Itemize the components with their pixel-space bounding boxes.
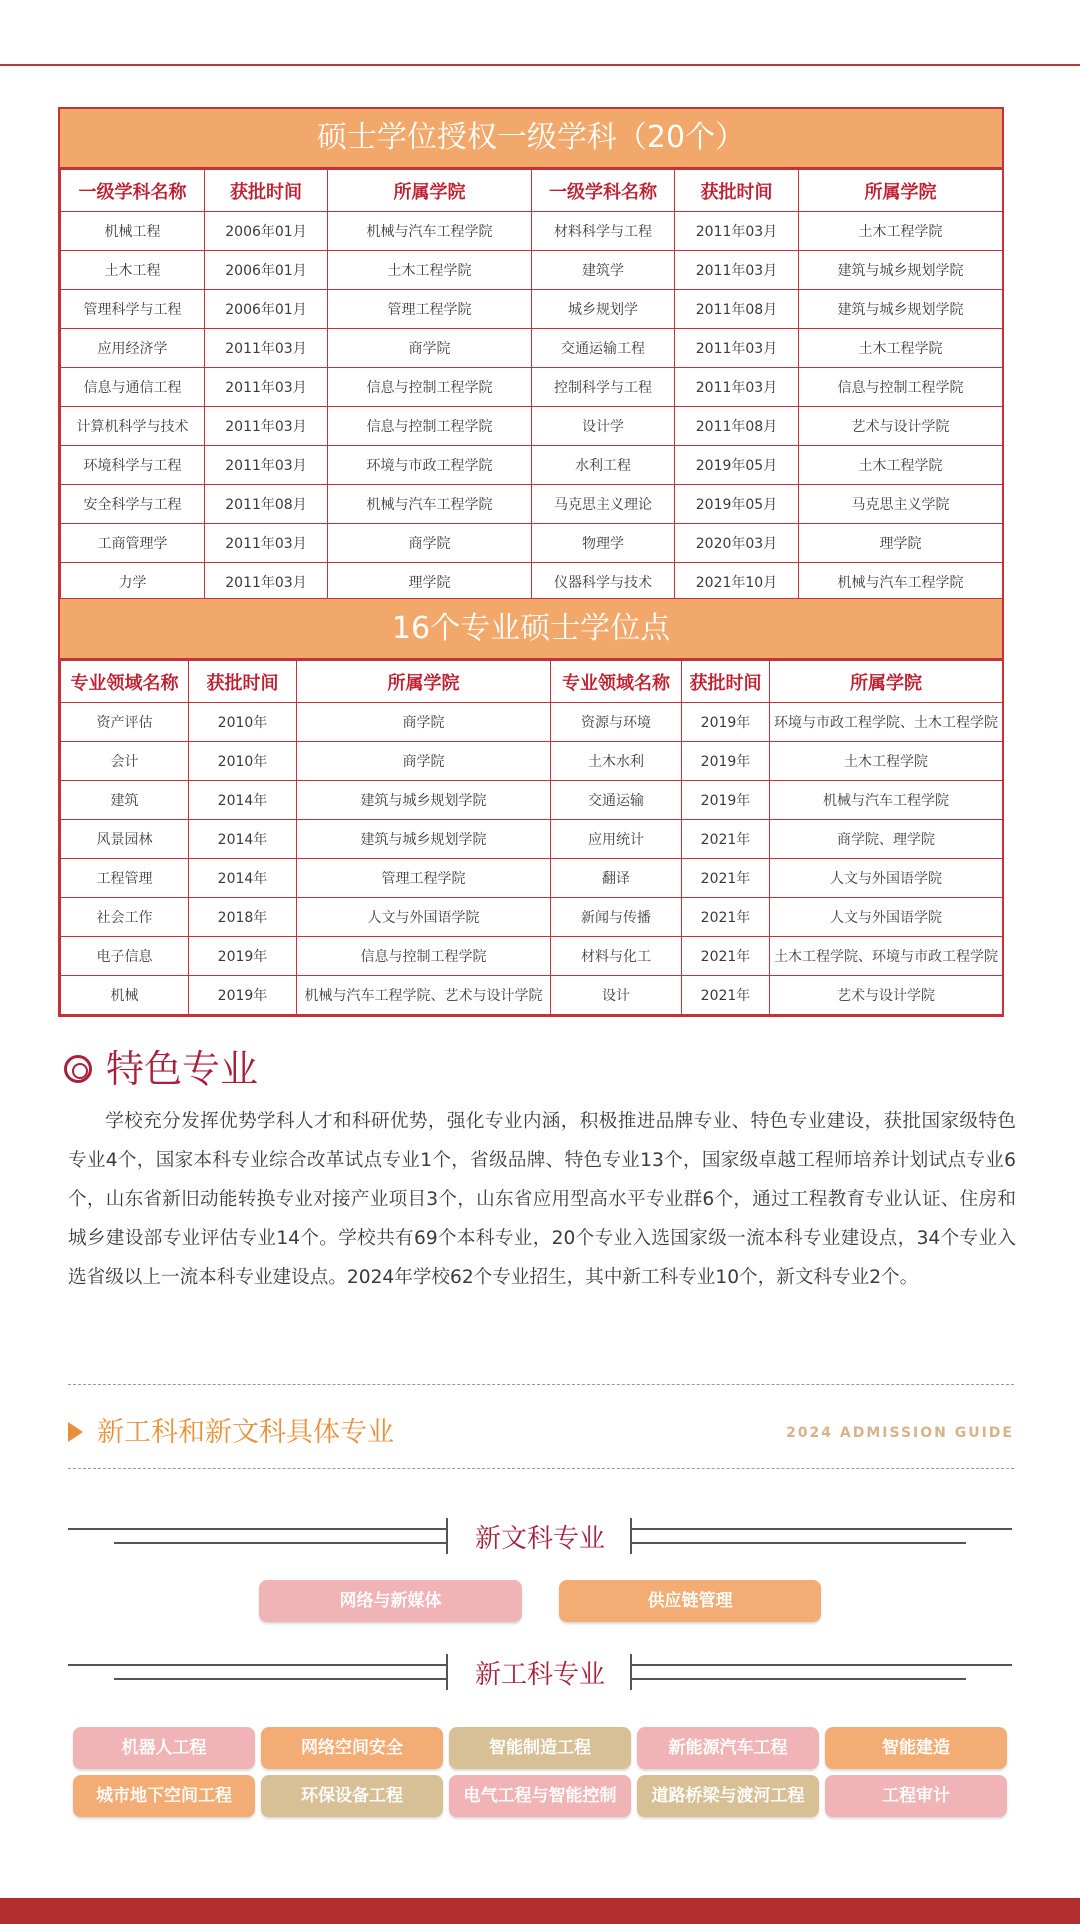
table-cell: 环境科学与工程 [61,446,205,485]
table-cell: 2006年01月 [205,290,328,329]
table-cell: 控制科学与工程 [532,368,675,407]
table-cell: 2011年08月 [205,485,328,524]
table-row [61,781,1003,820]
table-cell: 机械与汽车工程学院 [799,563,1003,602]
table-cell: 2011年08月 [675,407,799,446]
table-cell: 2021年 [682,976,770,1015]
table-cell: 2019年05月 [675,446,799,485]
table-cell: 信息与控制工程学院 [297,937,551,976]
master-discipline-table [58,107,1004,604]
liberal-arts-divider [68,1516,1012,1556]
table-cell: 土木工程学院 [799,446,1003,485]
new-majors-title: 新工科和新文科具体专业 [68,1410,394,1449]
table-cell: 2011年03月 [675,329,799,368]
table-cell: 2018年 [189,898,297,937]
table-row [61,898,1003,937]
table-row [61,212,1003,251]
table-cell: 电子信息 [61,937,189,976]
table-row [61,290,1003,329]
major-tag: 智能制造工程 [449,1727,631,1769]
professional-degree-table [58,598,1004,1017]
table-cell: 应用经济学 [61,329,205,368]
table-cell: 会计 [61,742,189,781]
major-tag: 网络空间安全 [261,1727,443,1769]
table-cell: 材料与化工 [551,937,682,976]
table-row [61,329,1003,368]
table-cell: 力学 [61,563,205,602]
table-cell: 资产评估 [61,703,189,742]
column-header: 专业领域名称 [61,661,189,703]
column-header: 获批时间 [675,170,799,212]
table-cell: 2011年03月 [205,563,328,602]
table-cell: 机械与汽车工程学院 [770,781,1003,820]
table-cell: 土木水利 [551,742,682,781]
table-cell: 土木工程 [61,251,205,290]
table-cell: 2021年 [682,820,770,859]
column-header: 一级学科名称 [61,170,205,212]
dashed-divider [68,1468,1014,1469]
table-cell: 2010年 [189,703,297,742]
table-cell: 翻译 [551,859,682,898]
table-cell: 机械与汽车工程学院 [328,485,532,524]
table-cell: 环境与市政工程学院 [328,446,532,485]
major-tag: 电气工程与智能控制 [449,1775,631,1817]
professional-degree-table-title: 16个专业硕士学位点 [60,598,1002,660]
table-cell: 土木工程学院 [328,251,532,290]
table-cell: 水利工程 [532,446,675,485]
column-header: 一级学科名称 [532,170,675,212]
table-row [61,820,1003,859]
table-cell: 2014年 [189,820,297,859]
table-cell: 建筑 [61,781,189,820]
column-header: 专业领域名称 [551,661,682,703]
column-header: 获批时间 [189,661,297,703]
table-cell: 2010年 [189,742,297,781]
table-cell: 商学院 [297,703,551,742]
table-cell: 2011年03月 [675,212,799,251]
major-tag: 环保设备工程 [261,1775,443,1817]
table-cell: 城乡规划学 [532,290,675,329]
table-cell: 土木工程学院 [799,212,1003,251]
table-cell: 信息与控制工程学院 [799,368,1003,407]
column-header: 获批时间 [682,661,770,703]
major-tag: 网络与新媒体 [259,1580,522,1622]
table-cell: 建筑学 [532,251,675,290]
table-cell: 机械工程 [61,212,205,251]
major-tag: 机器人工程 [73,1727,255,1769]
table-cell: 计算机科学与技术 [61,407,205,446]
table-cell: 人文与外国语学院 [297,898,551,937]
table-cell: 社会工作 [61,898,189,937]
table-cell: 建筑与城乡规划学院 [799,290,1003,329]
major-tag: 新能源汽车工程 [637,1727,819,1769]
table-cell: 材料科学与工程 [532,212,675,251]
table-cell: 信息与控制工程学院 [328,407,532,446]
table-cell: 机械 [61,976,189,1015]
table-cell: 交通运输 [551,781,682,820]
major-tag: 工程审计 [825,1775,1007,1817]
table-cell: 商学院、理学院 [770,820,1003,859]
table-cell: 商学院 [328,329,532,368]
table-cell: 2011年03月 [675,251,799,290]
table-cell: 安全科学与工程 [61,485,205,524]
major-tag: 智能建造 [825,1727,1007,1769]
table-cell: 2019年 [189,937,297,976]
master-discipline-table-title: 硕士学位授权一级学科（20个） [60,109,1002,169]
table-cell: 工程管理 [61,859,189,898]
feature-section-title: 特色专业 [64,1038,258,1093]
table-cell: 物理学 [532,524,675,563]
liberal-arts-label: 新文科专业 [474,1524,605,1554]
table-row [61,976,1003,1015]
table-cell: 管理工程学院 [297,859,551,898]
table-row [61,859,1003,898]
table-cell: 土木工程学院 [770,742,1003,781]
table-cell: 2019年 [682,703,770,742]
table-cell: 2011年08月 [675,290,799,329]
table-cell: 信息与控制工程学院 [328,368,532,407]
circle-bullet-icon [64,1055,92,1083]
table-cell: 2006年01月 [205,251,328,290]
major-tag: 城市地下空间工程 [73,1775,255,1817]
table-cell: 机械与汽车工程学院、艺术与设计学院 [297,976,551,1015]
table-cell: 2021年 [682,859,770,898]
table-cell: 资源与环境 [551,703,682,742]
table-cell: 商学院 [328,524,532,563]
table-cell: 2011年03月 [205,329,328,368]
table-cell: 马克思主义理论 [532,485,675,524]
table-cell: 2011年03月 [205,446,328,485]
column-header: 所属学院 [770,661,1003,703]
engineering-label: 新工科专业 [474,1660,605,1690]
table-cell: 仪器科学与技术 [532,563,675,602]
table-cell: 2014年 [189,781,297,820]
table-row [61,937,1003,976]
table-cell: 2011年03月 [205,368,328,407]
table-cell: 2021年10月 [675,563,799,602]
table-row [61,407,1003,446]
table-cell: 应用统计 [551,820,682,859]
table-row [61,368,1003,407]
table-cell: 建筑与城乡规划学院 [799,251,1003,290]
table-cell: 艺术与设计学院 [770,976,1003,1015]
table-cell: 设计 [551,976,682,1015]
table-cell: 理学院 [328,563,532,602]
bottom-bar [0,1898,1080,1924]
table-cell: 2019年 [682,781,770,820]
table-cell: 机械与汽车工程学院 [328,212,532,251]
table-cell: 风景园林 [61,820,189,859]
table-cell: 2011年03月 [675,368,799,407]
table-cell: 2019年 [189,976,297,1015]
major-tag: 供应链管理 [559,1580,821,1622]
table-cell: 土木工程学院、环境与市政工程学院 [770,937,1003,976]
table-cell: 马克思主义学院 [799,485,1003,524]
column-header: 所属学院 [799,170,1003,212]
table-cell: 人文与外国语学院 [770,859,1003,898]
table-cell: 2006年01月 [205,212,328,251]
feature-paragraph: 学校充分发挥优势学科人才和科研优势，强化专业内涵，积极推进品牌专业、特色专业建设，获批国家级特色专业4个，国家本科专业综合改革试点专业1个，省级品牌、特色专业13个，国家级卓越工程师培养计划试点专业6个，山东省新旧动能转换专业对接产业项目3个，山东省应用型高水平专业群6个，通过工程教育专业认证、住房和城乡建设部专业评估专业14个。学校共有69个本科专业，20个专业入选国家级一流本科专业建设点，34个专业入选省级以上一流本科专业建设点。2024年学校62个专业招生，其中新工科专业10个，新文科专业2个。 [68,1111,1016,1288]
column-header: 所属学院 [328,170,532,212]
table-cell: 环境与市政工程学院、土木工程学院 [770,703,1003,742]
table-cell: 设计学 [532,407,675,446]
table-cell: 艺术与设计学院 [799,407,1003,446]
table-cell: 2019年 [682,742,770,781]
table-row [61,742,1003,781]
table-row [61,485,1003,524]
major-tag: 道路桥梁与渡河工程 [637,1775,819,1817]
table-cell: 交通运输工程 [532,329,675,368]
table-cell: 管理科学与工程 [61,290,205,329]
column-header: 所属学院 [297,661,551,703]
table-cell: 2021年 [682,937,770,976]
table-cell: 2019年05月 [675,485,799,524]
engineering-divider [68,1652,1012,1692]
table-cell: 2020年03月 [675,524,799,563]
table-cell: 土木工程学院 [799,329,1003,368]
table-cell: 2021年 [682,898,770,937]
table-cell: 建筑与城乡规划学院 [297,781,551,820]
table-cell: 工商管理学 [61,524,205,563]
table-cell: 信息与通信工程 [61,368,205,407]
table-row [61,563,1003,602]
table-cell: 2014年 [189,859,297,898]
column-header: 获批时间 [205,170,328,212]
table-row [61,251,1003,290]
table-cell: 管理工程学院 [328,290,532,329]
table-row [61,524,1003,563]
table-cell: 理学院 [799,524,1003,563]
table-row [61,446,1003,485]
table-cell: 人文与外国语学院 [770,898,1003,937]
table-cell: 商学院 [297,742,551,781]
table-cell: 2011年03月 [205,524,328,563]
table-row [61,703,1003,742]
table-cell: 新闻与传播 [551,898,682,937]
top-rule [0,64,1080,66]
admission-guide-label: 2024 ADMISSION GUIDE [786,1425,1014,1441]
table-cell: 建筑与城乡规划学院 [297,820,551,859]
dashed-divider [68,1384,1014,1385]
triangle-right-icon [68,1422,83,1442]
table-cell: 2011年03月 [205,407,328,446]
